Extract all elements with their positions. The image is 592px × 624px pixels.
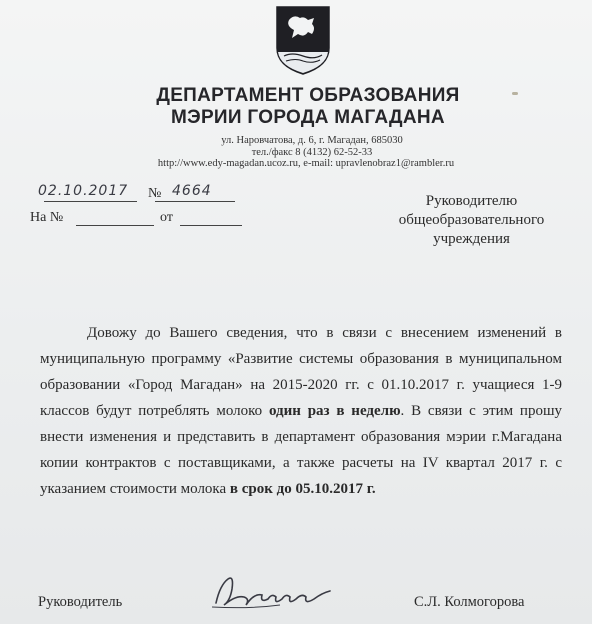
signatory-name: С.Л. Колмогорова [414,594,525,610]
addressee-line2: общеобразовательного [398,212,545,228]
number-blank-line [155,201,235,202]
ref-number-blank-line [76,225,154,226]
body-bold-deadline: в срок до 05.10.2017 г. [229,481,376,497]
ref-date-blank-line [180,225,242,226]
org-title-line1: ДЕПАРТАМЕНТ ОБРАЗОВАНИЯ [156,85,460,106]
ref-date-label: от [160,210,173,225]
date-blank-line [44,201,137,202]
org-phone: тел./факс 8 (4132) 62-52-33 [251,147,373,158]
org-title-line2: МЭРИИ ГОРОДА МАГАДАНА [171,107,445,128]
number-label: № [148,186,162,201]
city-crest-emblem [274,4,332,76]
addressee-line1: Руководителю [425,193,518,209]
handwritten-date: 02.10.2017 [38,183,129,199]
handwritten-number: 4664 [172,183,212,199]
ref-number-label: На № [30,210,64,225]
org-address: ул. Наровчатова, д. 6, г. Магадан, 685030 [221,135,403,146]
body-text-part2: . В связи с этим прошу внести изменения и представить в департамент образования мэрии г.Магадана копии контрактов с поставщиками, а также расчеты на IV квартал 2017 г. с указанием стоимости молока [40,403,562,497]
signatory-role: Руководитель [38,594,123,610]
handwritten-signature [210,565,340,615]
body-bold-frequency: один раз в неделю [268,403,401,419]
org-web-email: http://www.edy-magadan.ucoz.ru, e-mail: upravlenobraz1@rambler.ru [157,158,455,169]
addressee-block [384,192,559,249]
addressee-line3: учреждения [433,231,510,247]
body-paragraph [40,320,562,502]
letter-body [40,320,562,502]
body-text-part1: Довожу до Вашего сведения, что в связи с внесением изменений в муниципальную программу «Развитие системы образования в муниципальном образовании «Город Магадан» на 2015-2020 гг. с 01.10.2017 г. учащиеся 1-9 классов будут потреблять молоко [40,325,562,419]
